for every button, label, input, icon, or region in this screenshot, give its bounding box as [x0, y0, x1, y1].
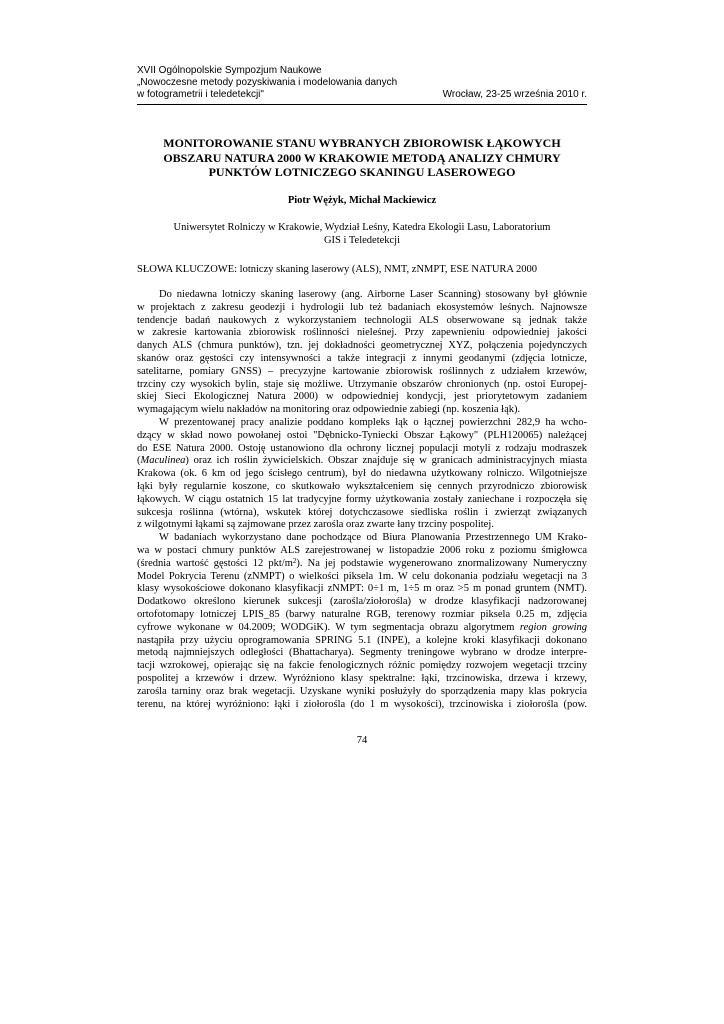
header-line-3-left: w fotogrametrii i teledetekcji" [137, 89, 264, 100]
title-line: PUNKTÓW LOTNICZEGO SKANINGU LASEROWEGO [208, 165, 516, 179]
body-line: satelitarne, pomiary GNSS) – precyzyjne kartowanie zbiorowisk roślinnych z udziałem krzewów, [137, 365, 587, 377]
body-line: sukcesja roślinna (wtórna), wskutek której dotychczasowe siedliska roślin i zwierząt związanych [137, 506, 587, 518]
keywords: SŁOWA KLUCZOWE: lotniczy skaning laserowy (ALS), NMT, zNMPT, ESE NATURA 2000 [137, 264, 538, 275]
body-line: ortofotomapy lotniczej LPIS_85 (barwy naturalne RGB, terenowy rozmiar piksela 0.25 m, zdjęcia [137, 608, 587, 620]
body-line: danych ALS (chmura punktów), tzn. jej dokładności geometrycznej XYZ, połączenia pojedynczych [137, 340, 587, 352]
body-line: łąkowych. W ciągu ostatnich 15 lat tradycyjne formy użytkowania zostały zaniechane i rozpoczęła się [137, 493, 587, 505]
body-line: (średnia wartość gęstości 12 pkt/$m^2$). Na jej podstawie wygenerowano znormalizowany Numeryczny [137, 556, 587, 569]
superscript: 2 [292, 556, 297, 565]
body-line: cyfrowe wykonane w 04.2009; WODGiK). W tym segmentacja obrazu algorytmem region growing [137, 621, 587, 633]
body-line: z wilgotnymi łąkami są zajmowane przez zarośla oraz zwarte łany trzciny pospolitej. [137, 519, 494, 531]
body-line: nastąpiła przy użyciu oprogramowania SPRING 5.1 (INPE), a kolejne kroki klasyfikacji dokonano [137, 634, 587, 646]
header-date: Wrocław, 23-25 września 2010 r. [442, 89, 587, 100]
body-line: trzciny czy wysokich bylin, staje się możliwe. Utrzymanie obszarów chronionych (np. ostoi Europej- [137, 378, 587, 390]
header-rule [137, 104, 587, 105]
body-line: (Maculinea) oraz ich roślin żywicielskich. Obszar znajduje się w granicach administracyjnych miasta [137, 455, 587, 467]
body-text [137, 289, 587, 711]
paper-title [137, 136, 587, 180]
body-line: W badaniach wykorzystano dane pochodzące od Biura Planowania Przestrzennego UM Krako- [159, 532, 587, 544]
body-line: klasy wysokościowe dokonano klasyfikacji zNMPT: 0÷1 m, 1÷5 m oraz >5 m ponad gruntem (NMT). [137, 583, 587, 595]
page-number: 74 [356, 735, 368, 746]
body-line: w zakresie kartowania zbiorowisk roślinności nieleśnej. Przy zapewnieniu odpowiedniej jakości [137, 327, 587, 339]
body-line: skiej Sieci Ekologicznej Natura 2000) w odpowiedniej kondycji, jest priorytetowym zadaniem [137, 391, 587, 403]
body-line: pospolitej a krzewów i drzew. Wyróżniono klasy spektralne: łąki, trzcinowiska, drzewa i krzewy, [137, 672, 587, 684]
italic-term: Maculinea [140, 455, 186, 467]
body-line: wa w postaci chmury punktów ALS zarejestrowanej w listopadzie 2006 roku z poziomu śmigłowca [137, 544, 587, 556]
body-line: tendencje badań naukowych z wykorzystaniem technologii ALS obserwowane są jednak także [137, 314, 587, 326]
body-line: łąki były regularnie koszone, co skutkowało wykształceniem się cennych przyrodniczo zbiorowisk [137, 480, 587, 492]
body-line: Krakowa (ok. 6 km od jego ścisłego centrum), był do niedawna użytkowany rolniczo. Wilgotniejsze [137, 468, 587, 480]
body-line: w projektach z zakresu geodezji i hydrologii lub też badaniach ekosystemów leśnych. Najnowsze [137, 301, 587, 313]
authors: Piotr Wężyk, Michał Mackiewicz [287, 195, 437, 206]
body-line: Model Pokrycia Terenu (zNMPT) o wielkości piksela 1m. W celu dokonania podziału wegetacji na 3 [137, 570, 587, 582]
body-line: zarośla tarniny oraz brak wegetacji. Uzyskane wyniki posłużyły do sporządzenia mapy klas pokrycia [137, 685, 587, 697]
affiliation-line: Uniwersytet Rolniczy w Krakowie, Wydział Leśny, Katedra Ekologii Lasu, Laboratorium [173, 222, 551, 233]
affiliation [137, 222, 587, 247]
body-line: Do niedawna lotniczy skaning laserowy (ang. Airborne Laser Scanning) stosowany był głównie [159, 289, 587, 300]
body-line: dzący w skład nowo powołanej ostoi "Dębnicko-Tyniecki Obszar Łąkowy" (PLH120065) należącej [137, 429, 587, 441]
body-line: do ESE Natura 2000. Ostoję ustanowiono dla ochrony licznej populacji motyli z rodzaju modraszek [137, 442, 587, 454]
body-line: metodą najmniejszych odległości (Bhattacharya). Segmenty treningowe wybrano w drodze interpre- [137, 647, 587, 659]
affiliation-line: GIS i Teledetekcji [323, 234, 401, 246]
body-line: skanów oraz gęstości czy intensywności a także integracji z innymi geodanymi (zdjęcia lotnicze, [137, 352, 587, 364]
body-line: Dodatkowo określono kierunek sukcesji (zarośla/ziołorośla) w drodze klasyfikacji nadzorowanej [137, 596, 587, 608]
body-line: tacji wzrokowej, opierając się na fakcie fenologicznych różnic pomiędzy rozwojem wegetacji trzciny [137, 660, 587, 672]
running-header [137, 65, 587, 101]
title-line: MONITOROWANIE STANU WYBRANYCH ZBIOROWISK ŁĄKOWYCH [163, 136, 561, 150]
body-line: W prezentowanej pracy analizie poddano kompleks łąk o łącznej powierzchni 282,9 ha wcho- [159, 416, 587, 428]
italic-term: region growing [519, 621, 587, 633]
header-line-2: „Nowoczesne metody pozyskiwania i modelowania danych [137, 77, 398, 88]
header-line-1: XVII Ogólnopolskie Sympozjum Naukowe [137, 65, 322, 76]
body-line: terenu, na której wyróżniono: łąki i ziołorośla (do 1 m wysokości), trzcinowiska i ziołorośla (pow. [137, 698, 587, 710]
header-line-3 [137, 89, 587, 101]
title-line: OBSZARU NATURA 2000 W KRAKOWIE METODĄ ANALIZY CHMURY [163, 150, 561, 165]
body-line: wymagającym wielu nakładów na monitoring oraz odpowiednie zabiegi (np. koszenia łąk). [137, 404, 521, 416]
